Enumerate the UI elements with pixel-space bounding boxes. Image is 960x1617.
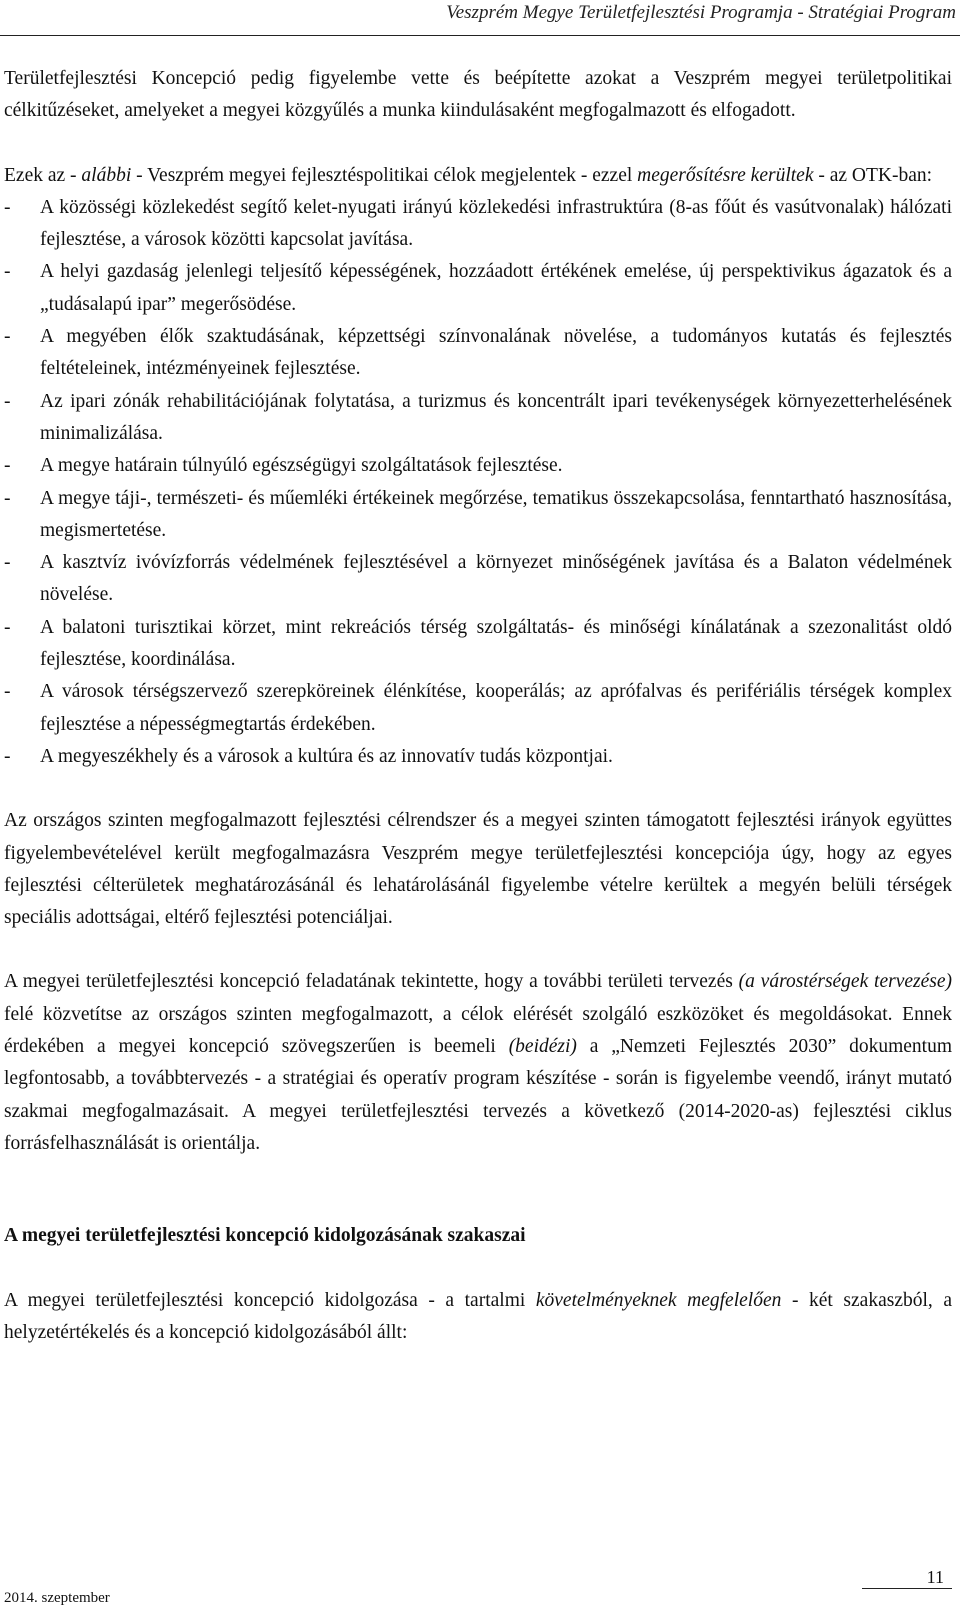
paragraph-intro: Területfejlesztési Koncepció pedig figyelembe vette és beépítette azokat a Veszprém megyei területpolitikai célkitűzéseket, amelyeket a megyei közgyűlés a munka kiindulásaként megfogalmazott és elfogadott. [4,68,952,122]
list-item: - A balatoni turisztikai körzet, mint rekreációs térség szolgáltatás- és minőségi kínálatának a szezonalitást oldó fejlesztése, koordinálása. [4,616,952,671]
running-header: Veszprém Megye Területfejlesztési Programja - Stratégiai Program [446,2,956,23]
list-item: - A közösségi közlekedést segítő kelet-nyugati irányú közlekedési infrastruktúra (8-as főút és vasútvonalak) hálózati fejlesztése, a városok közötti kapcsolat javítása. [4,196,952,251]
paragraph-concept-task: A megyei területfejlesztési koncepció feladatának tekintette, hogy a további területi tervezés (a várostérségek tervezése) felé közvetítse az országos szinten megfogalmazott, a célok elérését szolgáló eszközöket és megoldásokat. Ennek érdekében a megyei koncepció szövegszerűen is beemeli (beidézi) a „Nemzeti Fejlesztés 2030” dokumentum legfontosabb, a továbbtervezés - a stratégiai és operatív program készítése - során is figyelembe veendő, irányt mutató szakmai megfogalmazásait. A megyei területfejlesztési tervezés a következő (2014-2020-as) fejlesztési ciklus forrásfelhasználását is orientálja. [4,971,952,1154]
list-item: - A megye táji-, természeti- és műemléki értékeinek megőrzése, tematikus összekapcsolása, fenntartható hasznosítása, megismertetése. [4,487,952,541]
list-item: - A megyében élők szaktudásának, képzettségi színvonalának növelése, a tudományos kutatás és fejlesztés feltételeinek, intézményeinek fejlesztése. [4,326,952,380]
footer-divider [862,1588,952,1589]
footer-date: 2014. szeptember [4,1590,110,1606]
goals-list [4,192,952,773]
paragraph-stages: A megyei területfejlesztési koncepció kidolgozása - a tartalmi követelményeknek megfelelően - két szakaszból, a helyzetértékelés és a koncepció kidolgozásából állt: [4,1289,952,1343]
list-item: - A helyi gazdaság jelenlegi teljesítő képességének, hozzáadott értékének emelése, új perspektivikus ágazatok és a „tudásalapú ipar” megerősödése. [4,261,952,315]
header-divider [0,35,960,36]
list-item: - A kasztvíz ivóvízforrás védelmének fejlesztésével a környezet minőségének javítása és a Balaton védelmének növelése. [4,552,952,606]
section-heading: A megyei területfejlesztési koncepció kidolgozásának szakaszai [4,1225,526,1247]
list-item: - A városok térségszervező szerepköreinek élénkítése, kooperálás; az aprófalvas és perifériális térségek komplex fejlesztése a népességmegtartás érdekében. [4,681,952,735]
list-item: - Az ipari zónák rehabilitációjának folytatása, a turizmus és koncentrált ipari tevékenységek környezetterhelésének minimalizálása. [4,390,952,444]
list-item: - A megyeszékhely és a városok a kultúra és az innovatív tudás központjai. [4,745,613,767]
paragraph-national-goals: Az országos szinten megfogalmazott fejlesztési célrendszer és a megyei szinten támogatott fejlesztési irányok együttes figyelembevételével került megfogalmazásra Veszprém megye területfejlesztési koncepciója úgy, hogy az egyes fejlesztési célterületek meghatározásánál és lehatárolásánál figyelembe vételre kerültek a megyén belüli térségek speciális adottságai, eltérő fejlesztési potenciáljai. [4,810,952,929]
paragraph-otk-lead: Ezek az - alábbi - Veszprém megyei fejlesztéspolitikai célok megjelentek - ezzel megerősítésre kerültek - az OTK-ban: [4,164,933,186]
document-body [4,63,952,1349]
list-item: - A megye határain túlnyúló egészségügyi szolgáltatások fejlesztése. [4,455,563,477]
page-number: 11 [926,1567,944,1587]
